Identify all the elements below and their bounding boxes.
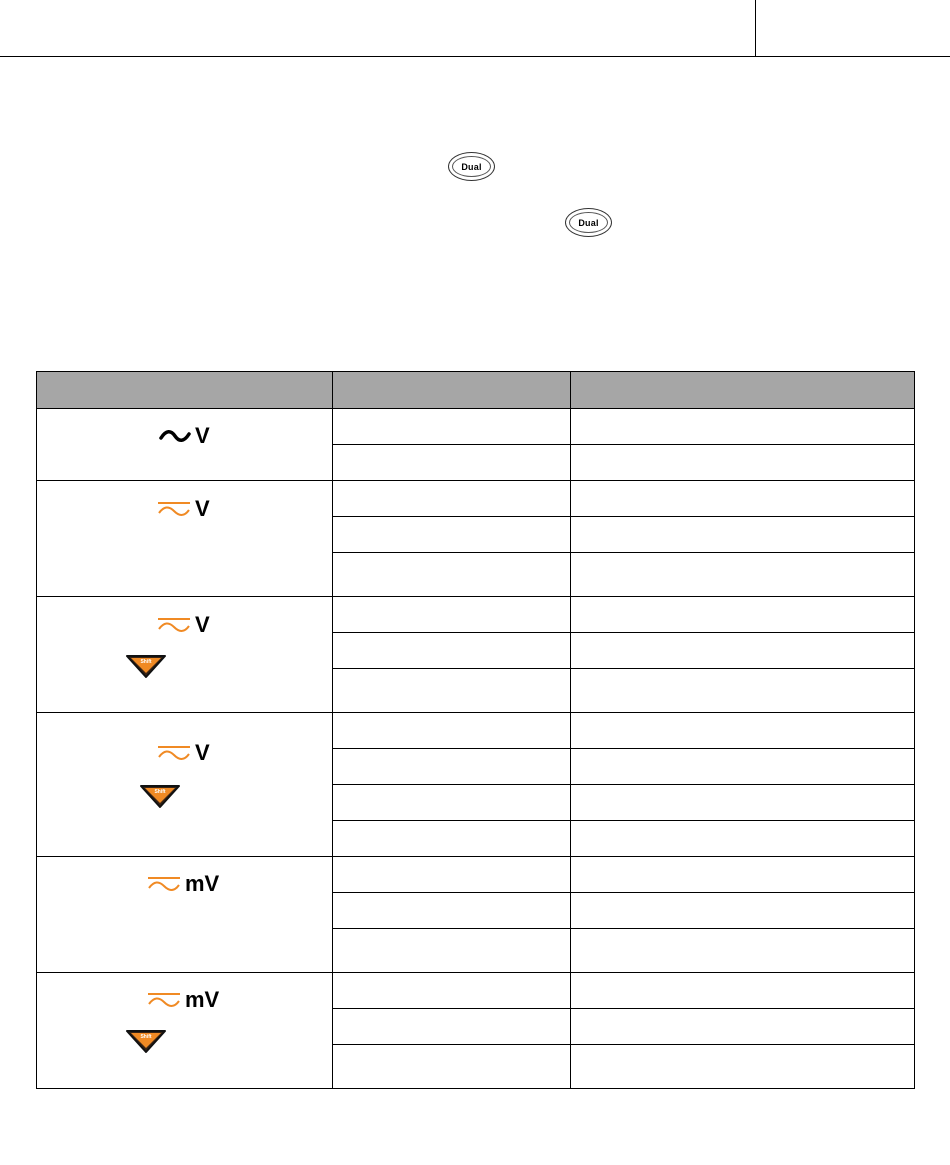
table-cell bbox=[333, 713, 571, 749]
table-header-row bbox=[37, 372, 915, 409]
shift-key-label: Shift bbox=[154, 789, 166, 795]
table-cell bbox=[571, 597, 915, 633]
table-cell bbox=[571, 749, 915, 785]
table-cell bbox=[571, 857, 915, 893]
table-cell bbox=[333, 481, 571, 517]
unit-label: V bbox=[195, 496, 210, 521]
table-row bbox=[37, 857, 915, 893]
table-cell bbox=[333, 929, 571, 973]
header-cell bbox=[571, 372, 915, 409]
shift-key-label: Shift bbox=[140, 659, 152, 665]
header-tick bbox=[755, 0, 756, 57]
table-cell bbox=[333, 445, 571, 481]
shift-key-label: Shift bbox=[140, 1034, 152, 1040]
table-cell bbox=[571, 973, 915, 1009]
table-cell bbox=[333, 517, 571, 553]
table-row bbox=[37, 713, 915, 749]
dual-display-table bbox=[36, 371, 915, 1089]
table-cell bbox=[571, 1045, 915, 1089]
unit-label: V bbox=[195, 423, 210, 448]
unit-label: V bbox=[195, 740, 210, 765]
mode-cell bbox=[37, 713, 333, 857]
mode-symbol bbox=[157, 614, 210, 636]
table-cell bbox=[333, 1045, 571, 1089]
table-cell bbox=[333, 785, 571, 821]
mode-cell bbox=[37, 409, 333, 481]
dual-key-icon bbox=[565, 208, 612, 237]
table-cell bbox=[571, 669, 915, 713]
table-cell bbox=[333, 893, 571, 929]
ac-voltage-icon bbox=[159, 428, 191, 444]
mode-cell bbox=[37, 973, 333, 1089]
shift-key-icon bbox=[125, 1028, 167, 1054]
mode-symbol bbox=[157, 498, 210, 520]
table-cell bbox=[571, 929, 915, 973]
mode-symbol bbox=[147, 873, 219, 895]
ac-dc-voltage-icon bbox=[157, 743, 191, 763]
mode-cell bbox=[37, 857, 333, 973]
mode-cell bbox=[37, 597, 333, 713]
table-cell bbox=[333, 553, 571, 597]
unit-label: V bbox=[195, 612, 210, 637]
unit-label: mV bbox=[185, 871, 220, 896]
dual-key-label: Dual bbox=[569, 212, 608, 233]
table-cell bbox=[333, 409, 571, 445]
dual-key-icon bbox=[448, 152, 495, 181]
table-cell bbox=[571, 481, 915, 517]
table-cell bbox=[571, 821, 915, 857]
table-row bbox=[37, 409, 915, 445]
ac-dc-voltage-icon bbox=[147, 990, 181, 1010]
table-row bbox=[37, 481, 915, 517]
table-cell bbox=[571, 445, 915, 481]
table-cell bbox=[333, 1009, 571, 1045]
unit-label: mV bbox=[185, 987, 220, 1012]
table-cell bbox=[333, 749, 571, 785]
table-cell bbox=[571, 633, 915, 669]
table-cell bbox=[571, 553, 915, 597]
dual-key-label: Dual bbox=[452, 156, 491, 177]
table-cell bbox=[333, 669, 571, 713]
ac-dc-voltage-icon bbox=[157, 615, 191, 635]
table-cell bbox=[333, 857, 571, 893]
table-cell bbox=[571, 517, 915, 553]
mode-symbol bbox=[147, 989, 219, 1011]
table-row bbox=[37, 597, 915, 633]
table-cell bbox=[333, 633, 571, 669]
table-cell bbox=[333, 973, 571, 1009]
table-cell bbox=[571, 409, 915, 445]
header-cell bbox=[333, 372, 571, 409]
table-cell bbox=[333, 821, 571, 857]
table-cell bbox=[571, 1009, 915, 1045]
mode-symbol bbox=[159, 425, 210, 447]
shift-key-icon bbox=[125, 653, 167, 679]
ac-dc-voltage-icon bbox=[157, 499, 191, 519]
mode-symbol bbox=[157, 742, 210, 764]
ac-dc-voltage-icon bbox=[147, 874, 181, 894]
mode-cell bbox=[37, 481, 333, 597]
shift-key-icon bbox=[139, 783, 181, 809]
table-cell bbox=[571, 785, 915, 821]
header-rule bbox=[0, 0, 950, 57]
table-cell bbox=[333, 597, 571, 633]
table-row bbox=[37, 973, 915, 1009]
table-cell bbox=[571, 713, 915, 749]
header-cell bbox=[37, 372, 333, 409]
table-cell bbox=[571, 893, 915, 929]
